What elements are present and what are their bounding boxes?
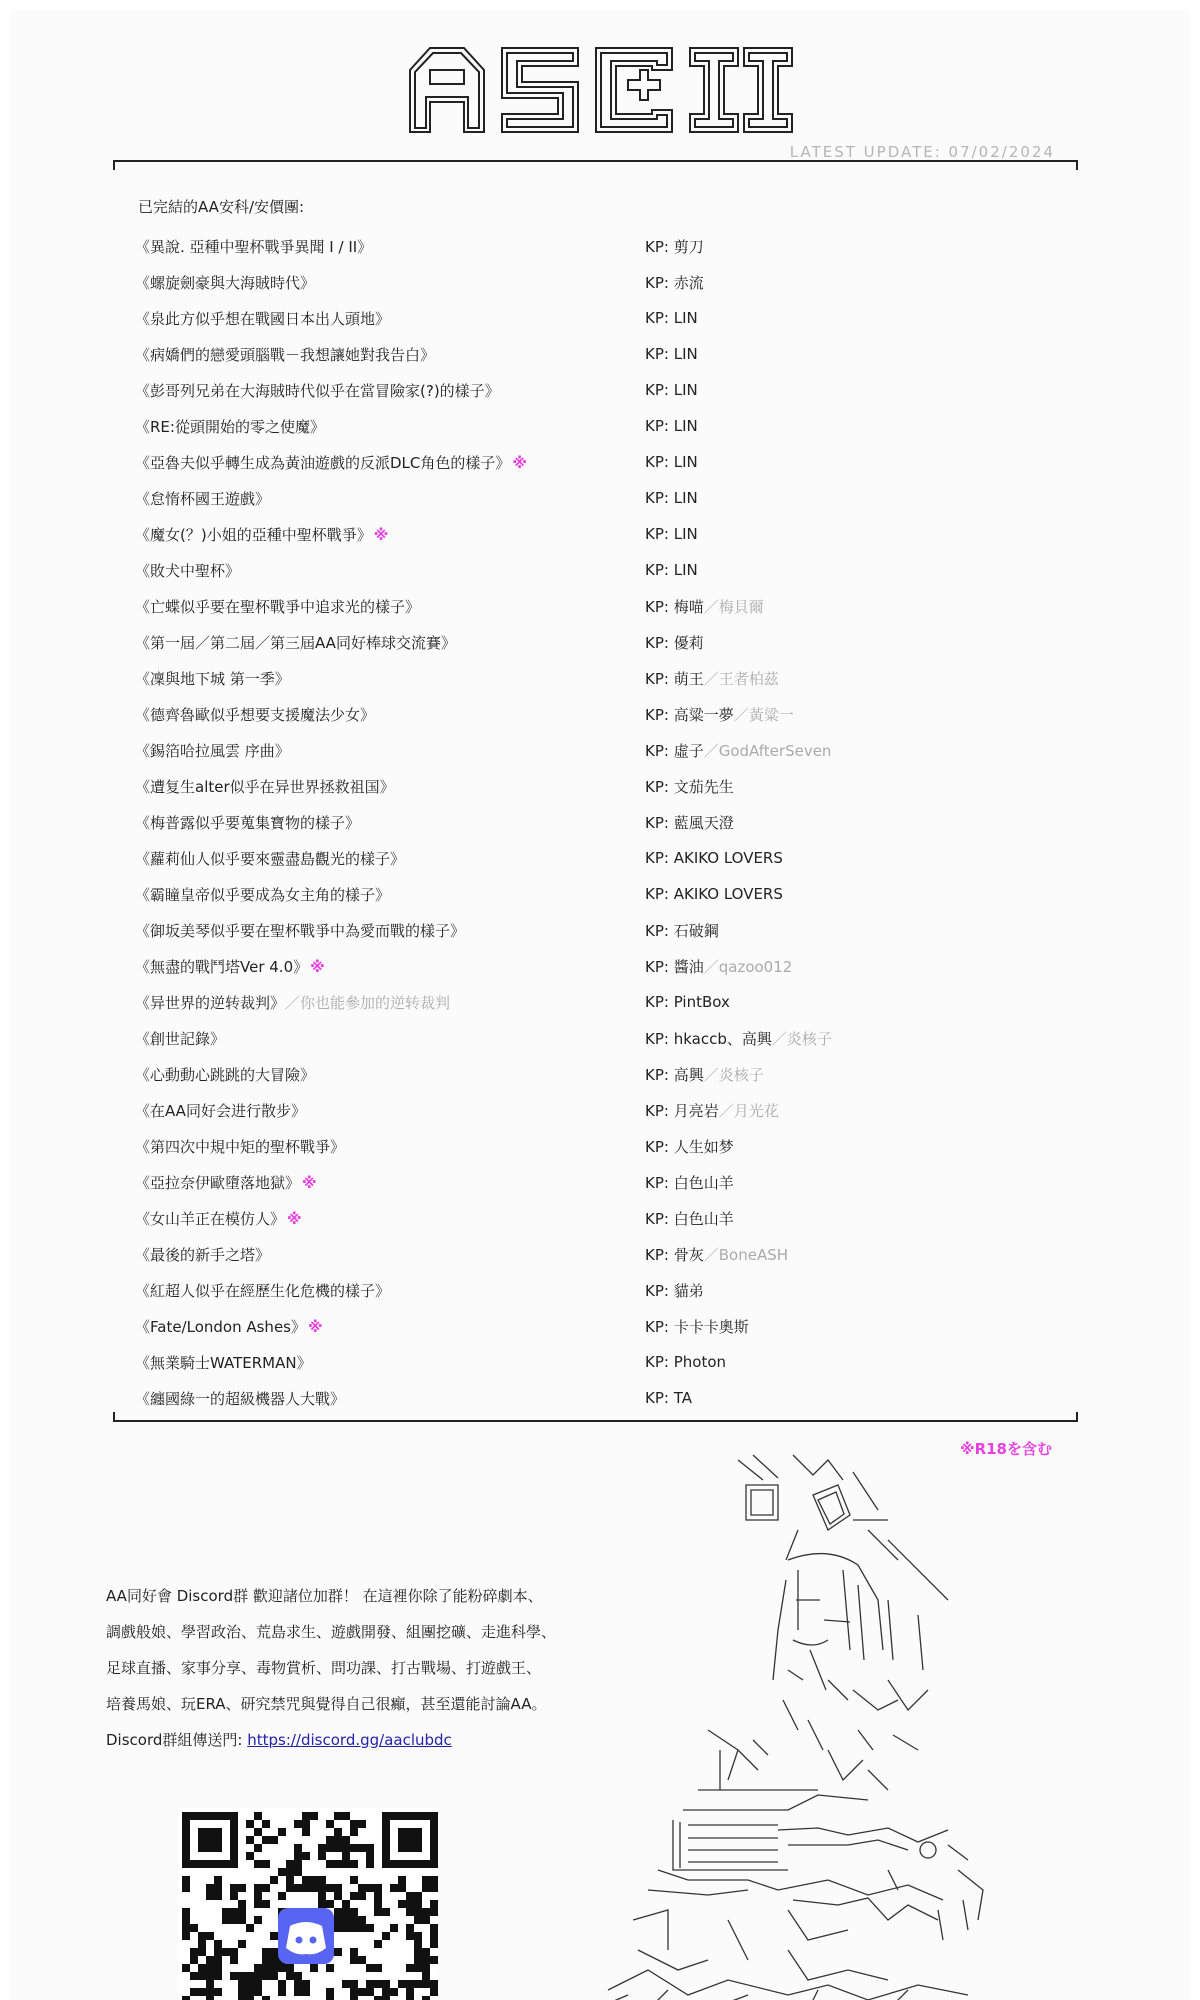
kp-name: 石破鋼: [673, 921, 719, 940]
work-kp: [645, 632, 704, 653]
r18-mark: ※: [512, 453, 527, 472]
work-title: [135, 1100, 645, 1121]
kp-name: 貓弟: [673, 1281, 704, 1300]
work-title-text: 《女山羊正在模仿人》: [135, 1209, 286, 1228]
kp-name: 梅喵: [673, 597, 704, 616]
work-title-text: 《心動動心跳跳的大冒險》: [135, 1065, 316, 1084]
work-title-text: 《無業騎士WATERMAN》: [135, 1353, 312, 1372]
kp-prefix: KP:: [645, 1245, 674, 1264]
work-title-text: 《亞魯夫似乎轉生成為黃油遊戲的反派DLC角色的樣子》: [135, 453, 511, 472]
work-title: [135, 452, 645, 473]
work-title: [135, 740, 645, 761]
r18-mark: ※: [287, 1209, 302, 1228]
work-title: [135, 704, 645, 725]
work-kp: [645, 740, 831, 761]
work-title-text: 《凜與地下城 第一季》: [135, 669, 290, 688]
discord-line: 培養馬娘、玩ERA、研究禁咒與覺得自己很癲，甚至還能討論AA。: [106, 1695, 547, 1713]
kp-name: LIN: [673, 453, 698, 471]
discord-logo-icon: [278, 1908, 334, 1964]
kp-name: TA: [673, 1389, 692, 1407]
work-row: [135, 1128, 1065, 1164]
work-kp: [645, 1389, 692, 1407]
work-row: [135, 372, 1065, 408]
kp-name: AKIKO LOVERS: [673, 885, 783, 903]
kp-name: PintBox: [673, 993, 730, 1011]
work-kp: [645, 1028, 832, 1049]
work-title-text: 《彭哥列兄弟在大海賊時代似乎在當冒險家(?)的樣子》: [135, 381, 500, 400]
work-row: [135, 588, 1065, 624]
kp-name: LIN: [673, 309, 698, 327]
work-title-text: 《遭复生alter似乎在异世界拯救祖国》: [135, 777, 395, 796]
ascii-logo: [402, 40, 794, 140]
frame-top-bracket: [113, 160, 1078, 170]
work-title: [135, 1352, 645, 1373]
kp-prefix: KP:: [645, 1101, 674, 1120]
kp-prefix: KP:: [645, 453, 674, 471]
works-list: [135, 228, 1065, 1416]
work-row: [135, 732, 1065, 768]
work-title-text: 《無盡的戰鬥塔Ver 4.0》: [135, 957, 309, 976]
work-kp: [645, 885, 783, 903]
work-title-text: 《异世界的逆转裁判》: [135, 993, 286, 1012]
work-title-text: 《錫箔哈拉風雲 序曲》: [135, 741, 290, 760]
kp-prefix: KP:: [645, 309, 674, 327]
work-title-text: 《RE:從頭開始的零之使魔》: [135, 417, 325, 436]
kp-name: 藍風天澄: [673, 813, 734, 832]
work-row: [135, 984, 1065, 1020]
work-row: [135, 1164, 1065, 1200]
kp-alt-name: ／黃粱一: [733, 705, 794, 724]
kp-name: AKIKO LOVERS: [673, 849, 783, 867]
qr-code-art: [178, 1808, 438, 2000]
kp-name: 虛子: [673, 741, 704, 760]
work-title-text: 《Fate/London Ashes》: [135, 1317, 306, 1336]
r18-mark: ※: [310, 957, 325, 976]
kp-prefix: KP:: [645, 1353, 674, 1371]
kp-name: LIN: [673, 381, 698, 399]
work-row: [135, 1308, 1065, 1344]
work-title-text: 《纏國綠一的超級機器人大戰》: [135, 1389, 346, 1408]
kp-prefix: KP:: [645, 1065, 674, 1084]
r18-mark: ※: [373, 525, 389, 544]
work-row: [135, 516, 1065, 552]
work-row: [135, 1272, 1065, 1308]
work-title-text: 《病嬌們的戀愛頭腦戰－我想讓她對我告白》: [135, 345, 436, 364]
work-row: [135, 876, 1065, 912]
work-title-text: 《螺旋劍豪與大海賊時代》: [135, 273, 316, 292]
kp-alt-name: ／BoneASH: [703, 1245, 788, 1264]
kp-alt-name: ／qazoo012: [703, 957, 793, 976]
work-title: [135, 1136, 645, 1157]
kp-prefix: KP:: [645, 921, 674, 940]
work-title: [135, 308, 645, 329]
kp-name: LIN: [673, 417, 698, 435]
work-title: [135, 884, 645, 905]
kp-alt-name: ／月光花: [718, 1101, 779, 1120]
page: [10, 10, 1190, 2000]
work-kp: [645, 561, 698, 579]
work-row: [135, 840, 1065, 876]
work-row: [135, 228, 1065, 264]
work-title: [135, 1280, 645, 1301]
work-title: [135, 560, 645, 581]
work-title: [135, 380, 645, 401]
work-title-text: 《在AA同好会进行散步》: [135, 1101, 306, 1120]
work-title-text: 《德齊魯歐似乎想要支援魔法少女》: [135, 705, 376, 724]
r18-mark: ※: [307, 1317, 323, 1336]
kp-prefix: KP:: [645, 561, 674, 579]
kp-prefix: KP:: [645, 813, 674, 832]
work-row: [135, 624, 1065, 660]
kp-prefix: KP:: [645, 1137, 674, 1156]
kp-prefix: KP:: [645, 381, 674, 399]
kp-prefix: KP:: [645, 237, 674, 256]
work-row: [135, 912, 1065, 948]
work-kp: [645, 236, 704, 257]
work-row: [135, 948, 1065, 984]
work-kp: [645, 1100, 779, 1121]
work-kp: [645, 1244, 788, 1265]
work-kp: [645, 920, 719, 941]
work-kp: [645, 849, 783, 867]
ascii-logo-art: [402, 40, 794, 140]
work-title: [135, 1244, 645, 1265]
work-kp: [645, 417, 698, 435]
work-title: [135, 632, 645, 653]
work-row: [135, 1380, 1065, 1416]
work-title: [135, 920, 645, 941]
work-kp: [645, 345, 698, 363]
work-kp: [645, 668, 779, 689]
work-kp: [645, 993, 730, 1011]
kp-alt-name: ／炎核子: [771, 1029, 832, 1048]
work-row: [135, 336, 1065, 372]
work-title-text: 《異說. 亞種中聖杯戰爭異聞 I / II》: [135, 237, 373, 256]
kp-name: 優莉: [673, 633, 704, 652]
kp-prefix: KP:: [645, 1173, 674, 1192]
ascii-art-drawing: [588, 1450, 1038, 2000]
work-title-text: 《第一屆／第二屆／第三屆AA同好棒球交流賽》: [135, 633, 456, 652]
ascii-character-art: [588, 1450, 1038, 2000]
kp-prefix: KP:: [645, 885, 674, 903]
work-title: [135, 272, 645, 293]
work-title: [135, 812, 645, 833]
work-title-text: 《亡蝶似乎要在聖杯戰爭中追求光的樣子》: [135, 597, 421, 616]
kp-prefix: KP:: [645, 345, 674, 363]
work-title: [135, 344, 645, 365]
discord-line: 足球直播、家事分享、毒物賞析、問功課、打古戰場、打遊戲王、: [106, 1659, 542, 1677]
kp-prefix: KP:: [645, 1209, 674, 1228]
kp-name: 卡卡卡奧斯: [673, 1317, 749, 1336]
work-title: [135, 1028, 645, 1049]
work-kp: [645, 812, 734, 833]
discord-link-line: [106, 1722, 586, 1758]
work-row: [135, 300, 1065, 336]
work-kp: [645, 453, 698, 471]
work-row: [135, 1236, 1065, 1272]
work-row: [135, 804, 1065, 840]
kp-name: LIN: [673, 561, 698, 579]
kp-prefix: KP:: [645, 273, 674, 292]
kp-alt-name: ／王者柏茲: [703, 669, 779, 688]
kp-prefix: KP:: [645, 741, 674, 760]
kp-prefix: KP:: [645, 597, 674, 616]
work-title-text: 《梅普露似乎要蒐集寶物的樣子》: [135, 813, 361, 832]
work-title: [135, 1388, 645, 1409]
work-kp: [645, 309, 698, 327]
work-row: [135, 660, 1065, 696]
work-kp: [645, 525, 698, 543]
work-title-text: 《魔女(？)小姐的亞種中聖杯戰爭》: [135, 525, 372, 544]
kp-name: 白色山羊: [673, 1173, 734, 1192]
work-title-text: 《敗犬中聖杯》: [135, 561, 241, 580]
work-kp: [645, 956, 792, 977]
work-title-text: 《御坂美琴似乎要在聖杯戰爭中為愛而戰的樣子》: [135, 921, 466, 940]
kp-prefix: KP:: [645, 849, 674, 867]
work-title: [135, 776, 645, 797]
discord-qr-code: [178, 1808, 438, 2000]
work-kp: [645, 1172, 734, 1193]
discord-info: [106, 1578, 586, 1758]
kp-name: LIN: [673, 345, 698, 363]
work-title: [135, 1208, 645, 1229]
kp-prefix: KP:: [645, 1389, 674, 1407]
kp-name: LIN: [673, 489, 698, 507]
kp-name: 白色山羊: [673, 1209, 734, 1228]
work-title: [135, 1064, 645, 1085]
work-row: [135, 1092, 1065, 1128]
kp-prefix: KP:: [645, 1029, 674, 1048]
work-row: [135, 1344, 1065, 1380]
work-row: [135, 480, 1065, 516]
discord-line: AA同好會 Discord群 歡迎諸位加群！ 在這裡你除了能粉碎劇本、: [106, 1587, 543, 1605]
kp-name: 月亮岩: [673, 1101, 719, 1120]
work-title: [135, 992, 645, 1013]
work-kp: [645, 489, 698, 507]
work-title-text: 《第四次中規中矩的聖杯戰爭》: [135, 1137, 346, 1156]
kp-alt-name: ／炎核子: [703, 1065, 764, 1084]
kp-prefix: KP:: [645, 633, 674, 652]
kp-name: 醬油: [673, 957, 704, 976]
work-row: [135, 1020, 1065, 1056]
r18-note: ※R18を含む: [959, 1440, 1052, 1458]
kp-name: hkaccb、高興: [673, 1029, 772, 1048]
work-title-alt: ／你也能參加的逆转裁判: [285, 993, 451, 1012]
work-kp: [645, 1280, 704, 1301]
work-row: [135, 552, 1065, 588]
list-heading: 已完結的AA安科/安價團:: [138, 198, 305, 216]
kp-prefix: KP:: [645, 417, 674, 435]
work-kp: [645, 272, 704, 293]
work-row: [135, 264, 1065, 300]
work-kp: [645, 596, 764, 617]
kp-alt-name: ／GodAfterSeven: [703, 741, 832, 760]
kp-name: 萌王: [673, 669, 704, 688]
kp-name: Photon: [673, 1353, 727, 1371]
discord-link-label: Discord群組傳送門:: [106, 1731, 248, 1749]
work-title: [135, 668, 645, 689]
work-kp: [645, 1136, 734, 1157]
work-title-text: 《亞拉奈伊歐墮落地獄》: [135, 1173, 301, 1192]
work-row: [135, 444, 1065, 480]
work-title-text: 《怠惰杯國王遊戲》: [135, 489, 271, 508]
frame-bottom-bracket: [113, 1412, 1078, 1422]
work-title: [135, 956, 645, 977]
kp-prefix: KP:: [645, 1317, 674, 1336]
work-title: [135, 524, 645, 545]
discord-invite-link[interactable]: https://discord.gg/aaclubdc: [247, 1731, 452, 1749]
work-row: [135, 408, 1065, 444]
work-title-text: 《霸瞳皇帝似乎要成為女主角的樣子》: [135, 885, 391, 904]
work-title: [135, 848, 645, 869]
work-kp: [645, 1316, 749, 1337]
work-title-text: 《泉此方似乎想在戰國日本出人頭地》: [135, 309, 391, 328]
work-row: [135, 768, 1065, 804]
latest-update: LATEST UPDATE: 07/02/2024: [789, 143, 1055, 161]
work-kp: [645, 704, 794, 725]
r18-mark: ※: [302, 1173, 317, 1192]
kp-name: 骨灰: [673, 1245, 704, 1264]
work-title: [135, 596, 645, 617]
kp-prefix: KP:: [645, 957, 674, 976]
kp-name: 高興: [673, 1065, 704, 1084]
kp-prefix: KP:: [645, 489, 674, 507]
work-title: [135, 1316, 645, 1337]
kp-name: 剪刀: [673, 237, 704, 256]
kp-prefix: KP:: [645, 669, 674, 688]
work-title: [135, 488, 645, 509]
kp-name: 文茄先生: [673, 777, 734, 796]
work-kp: [645, 776, 734, 797]
kp-prefix: KP:: [645, 777, 674, 796]
discord-line: 調戲般娘、學習政治、荒島求生、遊戲開發、組團挖礦、走進科學、: [106, 1623, 557, 1641]
work-row: [135, 1056, 1065, 1092]
work-title: [135, 416, 645, 437]
work-kp: [645, 1208, 734, 1229]
work-title-text: 《最後的新手之塔》: [135, 1245, 271, 1264]
kp-name: 人生如梦: [673, 1137, 734, 1156]
work-row: [135, 1200, 1065, 1236]
work-kp: [645, 1064, 764, 1085]
work-kp: [645, 1353, 726, 1371]
kp-name: 赤流: [673, 273, 704, 292]
work-title-text: 《紅超人似乎在經歷生化危機的樣子》: [135, 1281, 391, 1300]
kp-prefix: KP:: [645, 993, 674, 1011]
work-row: [135, 696, 1065, 732]
kp-name: LIN: [673, 525, 698, 543]
work-title-text: 《創世記錄》: [135, 1029, 226, 1048]
kp-name: 高粱一夢: [673, 705, 734, 724]
kp-prefix: KP:: [645, 1281, 674, 1300]
work-kp: [645, 381, 698, 399]
work-title-text: 《蘿莉仙人似乎要來靈盡島觀光的樣子》: [135, 849, 406, 868]
work-title: [135, 1172, 645, 1193]
kp-alt-name: ／梅貝爾: [703, 597, 764, 616]
work-title: [135, 236, 645, 257]
kp-prefix: KP:: [645, 705, 674, 724]
kp-prefix: KP:: [645, 525, 674, 543]
